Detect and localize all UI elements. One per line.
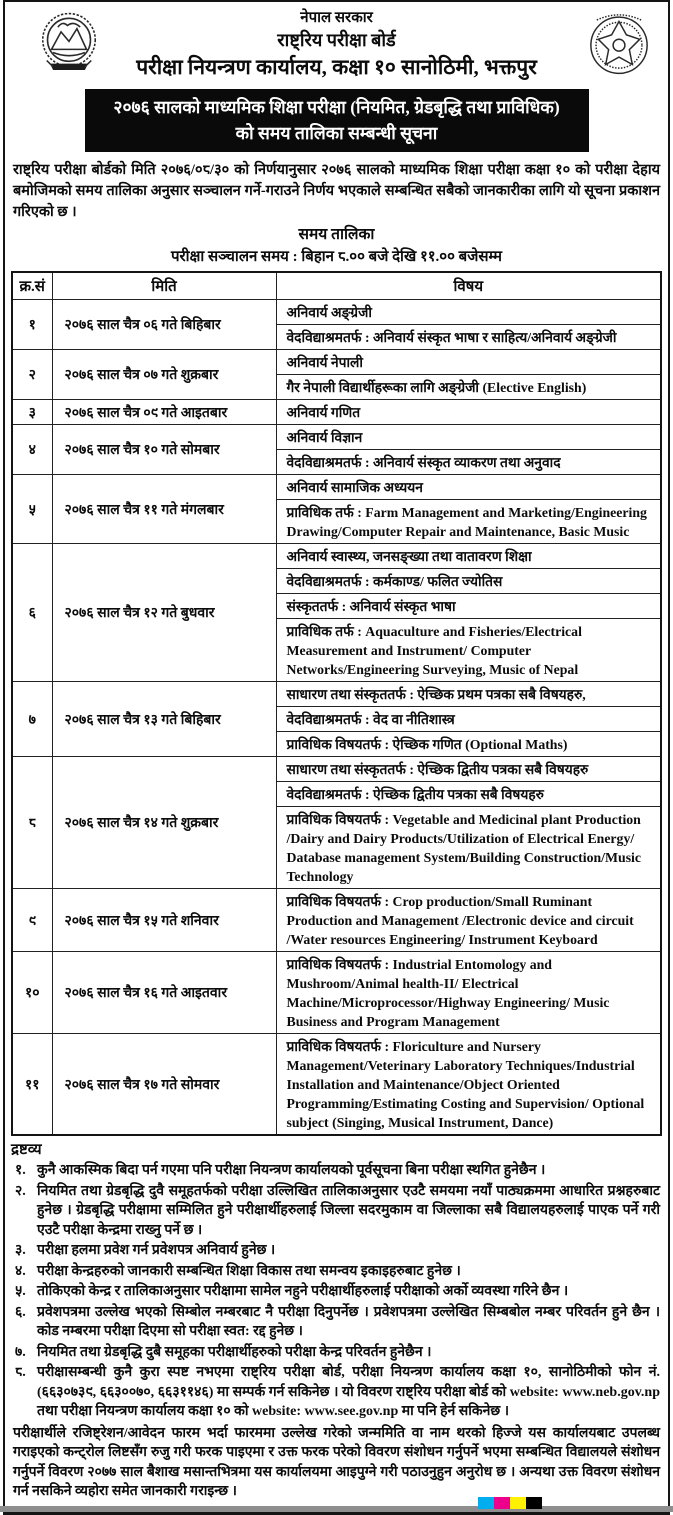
government-title: नेपाल सरकार xyxy=(300,10,373,26)
serial-cell: १० xyxy=(12,952,52,1034)
subject-cell: प्राविधिक विषयतर्फ : Crop production/Small Ruminant Production and Management /Electronic device and circuit /Water resources Engineering/ Instrument Keyboard xyxy=(276,889,661,952)
column-header-subject: विषय xyxy=(276,272,661,300)
subject-cell: प्राविधिक विषयतर्फ : Floriculture and Nursery Management/Veterinary Laboratory Techniques/Industrial Installation and Maintenance/Object Oriented Programming/Estimating Costing and Supervision/ Optional subject (Singing, Musical Instrument, Dance) xyxy=(276,1034,661,1136)
note-text: नियमित तथा ग्रेडबृद्धि दुवै समूहतर्फको परीक्षा उल्लिखित तालिकाअनुसार एउटै समयमा नयाँ पाठ्यक्रममा आधारित प्रश्नहरुबाट हुनेछ । ग्रेडबृद्धि परीक्षामा सम्मिलित हुने परीक्षार्थीहरुलाई जिल्ला सदरमुकाम वा जिल्लाका सबै विद्यालयहरुलाई पाएक पर्ने गरी एउटै परीक्षा केन्द्रमा राख्नु पर्ने छ । xyxy=(37,1183,660,1238)
serial-cell: २ xyxy=(12,350,52,400)
printer-gray-bar xyxy=(0,1506,673,1512)
subject-cell: वेदविद्याश्रमतर्फ : वेद वा नीतिशास्त्र xyxy=(276,707,661,732)
banner-line-1: २०७६ सालको माध्यमिक शिक्षा परीक्षा (नियमित, ग्रेडबृद्धि तथा प्राविधिक) xyxy=(113,96,560,117)
note-number: ६. xyxy=(15,1304,26,1320)
serial-cell: ६ xyxy=(12,544,52,682)
note-text: परीक्षासम्बन्धी कुनै कुरा स्पष्ट नभएमा राष्ट्रिय परीक्षा बोर्ड, परीक्षा नियन्त्रण कार्यालय कक्षा १०, सानोठिमीको फोन नं. (६६३०७३९, ६६३००७०, ६६३११४६) मा सम्पर्क गर्न सकिनेछ । यो विवरण राष्ट्रिय परीक्षा बोर्ड को website: www.neb.gov.np तथा परीक्षा नियन्त्रण कार्यालय कक्षा १० को website: www.see.gov.np मा पनि हेर्न सकिनेछ । xyxy=(37,1365,660,1420)
note-item xyxy=(11,1161,662,1181)
banner-line-2: को समय तालिका सम्बन्धी सूचना xyxy=(235,123,438,144)
cmyk-print-marks xyxy=(478,1497,542,1509)
subject-cell: अनिवार्य स्वास्थ्य, जनसङ्ख्या तथा वातावरण शिक्षा xyxy=(276,544,661,569)
note-text: तोकिएको केन्द्र र तालिकाअनुसार परीक्षामा सामेल नहुने परीक्षार्थीहरुलाई परीक्षाको अर्को व्यवस्था गरिने छैन । xyxy=(37,1284,569,1300)
board-title: राष्ट्रिय परीक्षा बोर्ड xyxy=(277,30,396,51)
note-text: परीक्षा हलमा प्रवेश गर्न प्रवेशपत्र अनिवार्य हुनेछ । xyxy=(37,1243,276,1259)
note-number: ५. xyxy=(15,1284,26,1300)
table-row xyxy=(12,544,661,569)
subject-cell: प्राविधिक विषयतर्फ : Vegetable and Medicinal plant Production /Dairy and Dairy Products/Utilization of Electrical Energy/ Database management System/Building Construction/Music Technology xyxy=(276,807,661,889)
date-cell: २०७६ साल चैत्र १५ गते शनिवार xyxy=(52,889,276,952)
table-row xyxy=(12,1034,661,1136)
serial-cell: ७ xyxy=(12,682,52,757)
subject-cell: साधारण तथा संस्कृततर्फ : ऐच्छिक द्वितीय पत्रका सबै विषयहरु xyxy=(276,757,661,782)
note-item xyxy=(11,1241,662,1261)
exam-schedule-table xyxy=(11,271,662,1136)
subject-cell: संस्कृततर्फ : अनिवार्य संस्कृत भाषा xyxy=(276,594,661,619)
table-row xyxy=(12,682,661,707)
serial-cell: ९ xyxy=(12,889,52,952)
table-row xyxy=(12,475,661,500)
column-header-serial: क्र.सं xyxy=(12,272,52,300)
office-title: परीक्षा नियन्त्रण कार्यालय, कक्षा १० सानोठिमी, भक्तपुर xyxy=(136,54,537,79)
notes-list xyxy=(11,1161,662,1422)
note-number: ७. xyxy=(15,1344,26,1360)
subject-cell: गैर नेपाली विद्यार्थीहरूका लागि अङ्ग्रेजी (Elective English) xyxy=(276,375,661,400)
date-cell: २०७६ साल चैत्र १३ गते बिहिबार xyxy=(52,682,276,757)
serial-cell: ४ xyxy=(12,425,52,475)
serial-cell: ११ xyxy=(12,1034,52,1136)
notice-title-banner xyxy=(85,89,589,153)
subject-cell: अनिवार्य नेपाली xyxy=(276,350,661,375)
note-number: ८. xyxy=(15,1365,26,1381)
notice-document xyxy=(3,0,670,1515)
print-color-square xyxy=(478,1497,494,1509)
note-number: ३. xyxy=(15,1243,26,1259)
subject-cell: अनिवार्य गणित xyxy=(276,400,661,425)
footer-paragraph: परीक्षार्थीले रजिष्ट्रेशन/आवेदन फारम भर्दा फारममा उल्लेख गरेको जन्ममिति वा नाम थरको हिज्जे यस कार्यालयबाट उपलब्ध गराइएको कन्ट्रोल लिष्टसँग रुजु गरी फरक पाइएमा र उक्त फरक परेको विवरण संशोधन गर्नुपर्ने भएमा सम्बन्धित विद्यालयले संशोधन गर्नुपर्ने विवरण २०७७ साल बैशाख मसान्तभित्रमा यस कार्यालयमा आइपुग्ने गरी पठाउनुहुन अनुरोध छ । अन्यथा उक्त विवरण संशोधन गर्न नसकिने व्यहोरा समेत जानकारी गराइन्छ । xyxy=(13,1425,660,1500)
table-row xyxy=(12,889,661,952)
serial-cell: ८ xyxy=(12,757,52,889)
note-text: परीक्षा केन्द्रहरुको जानकारी सम्बन्धित शिक्षा विकास तथा समन्वय इकाइहरुबाट हुनेछ । xyxy=(37,1263,461,1279)
note-item xyxy=(11,1303,662,1342)
note-item xyxy=(11,1262,662,1282)
subject-cell: अनिवार्य अङ्ग्रेजी xyxy=(276,300,661,325)
subject-cell: अनिवार्य विज्ञान xyxy=(276,425,661,450)
schedule-table-body xyxy=(12,300,661,1136)
date-cell: २०७६ साल चैत्र १६ गते आइतवार xyxy=(52,952,276,1034)
date-cell: २०७६ साल चैत्र १२ गते बुधवार xyxy=(52,544,276,682)
note-text: नियमित तथा ग्रेडबृद्धि दुबै समूहका परीक्षार्थीहरुको परीक्षा केन्द्र परिवर्तन हुनेछैन । xyxy=(37,1344,432,1360)
national-examination-board-seal-icon xyxy=(582,8,656,83)
note-number: २. xyxy=(15,1183,26,1199)
subject-cell: प्राविधिक तर्फ : Farm Management and Marketing/Engineering Drawing/Computer Repair and Maintenance, Basic Music xyxy=(276,500,661,544)
table-row xyxy=(12,952,661,1034)
subject-cell: वेदविद्याश्रमतर्फ : अनिवार्य संस्कृत भाषा र साहित्य/अनिवार्य अङ्ग्रेजी xyxy=(276,325,661,350)
note-text: प्रवेशपत्रमा उल्लेख भएको सिम्बोल नम्बरबाट नै परीक्षा दिनुपर्नेछ । प्रवेशपत्रमा उल्लेखित सिम्बबोल नम्बर परिवर्तन हुने छैन । कोड नम्बरमा परीक्षा दिएमा सो परीक्षा स्वत: रद्द हुनेछ । xyxy=(37,1304,660,1340)
serial-cell: ५ xyxy=(12,475,52,544)
table-header-row xyxy=(12,272,661,300)
date-cell: २०७६ साल चैत्र ११ गते मंगलबार xyxy=(52,475,276,544)
note-number: १. xyxy=(15,1163,26,1179)
date-cell: २०७६ साल चैत्र १० गते सोमबार xyxy=(52,425,276,475)
subject-cell: वेदविद्याश्रमतर्फ : कर्मकाण्ड/ फलित ज्योतिस xyxy=(276,569,661,594)
notes-section xyxy=(11,1140,662,1422)
subject-cell: वेदविद्याश्रमतर्फ : अनिवार्य संस्कृत व्याकरण तथा अनुवाद xyxy=(276,450,661,475)
subject-cell: प्राविधिक विषयतर्फ : Industrial Entomology and Mushroom/Animal health-II/ Electrical Machine/Microprocessor/Highway Engineering/ Music Business and Program Management xyxy=(276,952,661,1034)
date-cell: २०७६ साल चैत्र १४ गते शुक्रबार xyxy=(52,757,276,889)
date-cell: २०७६ साल चैत्र ०७ गते शुक्रबार xyxy=(52,350,276,400)
note-item xyxy=(11,1182,662,1241)
intro-paragraph: राष्ट्रिय परीक्षा बोर्डको मिति २०७६/०८/३० को निर्णयानुसार २०७६ सालको माध्यमिक शिक्षा परीक्षा कक्षा १० को परीक्षा देहाय बमोजिमको समय तालिका अनुसार सञ्चालन गर्ने-गराउने निर्णय भएकाले सम्बन्धित सबैको जानकारीका लागि यो सूचना प्रकाशन गरिएको छ । xyxy=(13,162,660,221)
column-header-date: मिति xyxy=(52,272,276,300)
date-cell: २०७६ साल चैत्र १७ गते सोमवार xyxy=(52,1034,276,1136)
note-item xyxy=(11,1343,662,1363)
subject-cell: अनिवार्य सामाजिक अध्ययन xyxy=(276,475,661,500)
subject-cell: साधारण तथा संस्कृततर्फ : ऐच्छिक प्रथम पत्रका सबै विषयहरु, xyxy=(276,682,661,707)
print-color-square xyxy=(526,1497,542,1509)
schedule-title: समय तालिका xyxy=(298,226,375,244)
table-row xyxy=(12,425,661,450)
subject-cell: प्राविधिक विषयतर्फ : ऐच्छिक गणित (Optional Maths) xyxy=(276,732,661,757)
table-row xyxy=(12,300,661,325)
table-row xyxy=(12,400,661,425)
print-color-square xyxy=(494,1497,510,1509)
exam-time-line: परीक्षा सञ्चालन समय : बिहान ८.०० बजे देखि ११.०० बजेसम्म xyxy=(171,249,502,266)
serial-cell: ३ xyxy=(12,400,52,425)
subject-cell: प्राविधिक तर्फ : Aquaculture and Fisheries/Electrical Measurement and Instrument/ Computer Networks/Engineering Surveying, Music of Nepal xyxy=(276,619,661,682)
notes-title: द्रष्टव्य xyxy=(11,1142,42,1159)
subject-cell: वेदविद्याश्रमतर्फ : ऐच्छिक द्वितीय पत्रका सबै विषयहरु xyxy=(276,782,661,807)
note-number: ४. xyxy=(15,1263,26,1279)
serial-cell: १ xyxy=(12,300,52,350)
date-cell: २०७६ साल चैत्र ०६ गते बिहिबार xyxy=(52,300,276,350)
nepal-government-emblem-icon xyxy=(29,8,109,83)
note-text: कुनै आकस्मिक बिदा पर्न गएमा पनि परीक्षा नियन्त्रण कार्यालयको पूर्वसूचना बिना परीक्षा स्थगित हुनेछैन । xyxy=(37,1163,546,1179)
note-item xyxy=(11,1363,662,1422)
date-cell: २०७६ साल चैत्र ०९ गते आइतबार xyxy=(52,400,276,425)
table-row xyxy=(12,350,661,375)
note-item xyxy=(11,1282,662,1302)
table-row xyxy=(12,757,661,782)
print-color-square xyxy=(510,1497,526,1509)
document-header xyxy=(11,6,662,82)
